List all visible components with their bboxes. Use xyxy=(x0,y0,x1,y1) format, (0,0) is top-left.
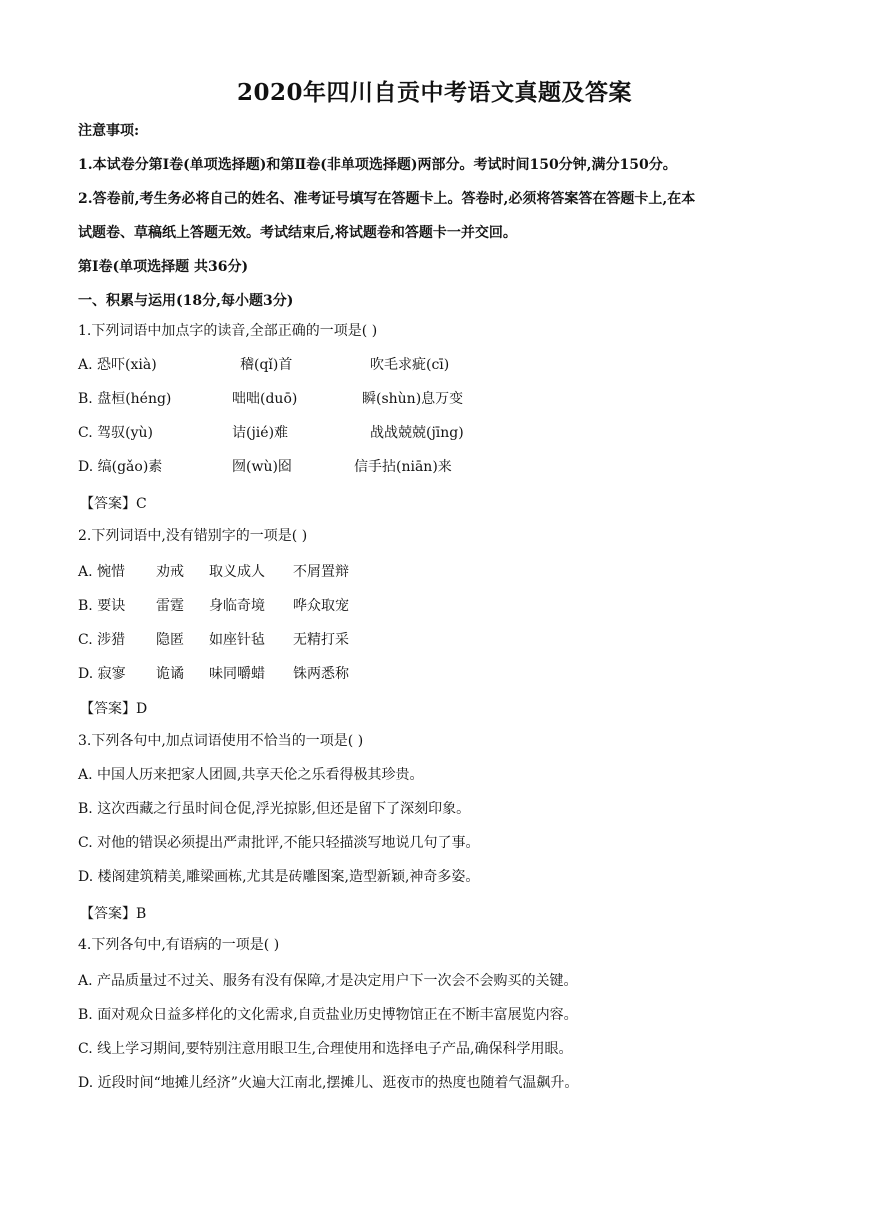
q2-stem: 2.下列词语中,没有错别字的一项是( ) xyxy=(78,528,308,544)
q2-b-col3: 身临奇境 xyxy=(209,598,265,614)
q4-stem: 4.下列各句中,有语病的一项是( ) xyxy=(78,937,280,953)
q1-b-col3: 瞬(shùn)息万变 xyxy=(362,391,464,407)
q3-option-a: A. 中国人历来把家人团圆,共享天伦之乐看得极其珍贵。 xyxy=(78,767,424,783)
q2-d-col4: 铢两悉称 xyxy=(293,666,349,682)
q2-b-col4: 哗众取宠 xyxy=(293,598,349,614)
page-title: 2020年四川自贡中考语文真题及答案 xyxy=(236,79,632,106)
q2-a-col1: A. 惋惜 xyxy=(78,564,126,580)
q1-b-col1: B. 盘桓(héng) xyxy=(78,391,172,407)
q1-d-col3: 信手拈(niān)来 xyxy=(354,459,452,475)
q3-answer: 【答案】B xyxy=(80,906,147,922)
q1-answer: 【答案】C xyxy=(80,496,147,512)
notice-heading: 注意事项: xyxy=(78,123,140,139)
q2-answer: 【答案】D xyxy=(80,701,148,717)
q2-a-col3: 取义成人 xyxy=(209,564,265,580)
q2-d-col2: 诡谲 xyxy=(156,666,184,682)
q2-c-col2: 隐匿 xyxy=(156,632,184,648)
q1-d-col2: 囫(wù)囵 xyxy=(232,459,292,475)
q2-b-col1: B. 要诀 xyxy=(78,598,126,614)
q2-a-col2: 劝戒 xyxy=(156,564,184,580)
q4-option-b: B. 面对观众日益多样化的文化需求,自贡盐业历史博物馆正在不断丰富展览内容。 xyxy=(78,1007,578,1023)
notice-item-1: 1.本试卷分第Ⅰ卷(单项选择题)和第Ⅱ卷(非单项选择题)两部分。考试时间150分钟,满分150分。 xyxy=(78,157,677,173)
part1-heading: 第Ⅰ卷(单项选择题 共36分) xyxy=(78,259,249,275)
q2-d-col3: 味同嚼蜡 xyxy=(209,666,265,682)
q1-stem: 1.下列词语中加点字的读音,全部正确的一项是( ) xyxy=(78,323,378,339)
notice-item-2-line-2: 试题卷、草稿纸上答题无效。考试结束后,将试题卷和答题卡一并交回。 xyxy=(78,225,517,241)
q2-d-col1: D. 寂寥 xyxy=(78,666,126,682)
notice-item-2-line-1: 2.答卷前,考生务必将自己的姓名、准考证号填写在答题卡上。答卷时,必须将答案答在答题卡上,在本 xyxy=(78,191,696,207)
q2-c-col3: 如座针毡 xyxy=(209,632,265,648)
q1-a-col1: A. 恐吓(xià) xyxy=(78,357,157,373)
q1-a-col2: 稽(qǐ)首 xyxy=(240,357,293,373)
q2-c-col4: 无精打采 xyxy=(293,632,349,648)
q4-option-a: A. 产品质量过不过关、服务有没有保障,才是决定用户下一次会不会购买的关键。 xyxy=(78,973,578,989)
q3-option-b: B. 这次西藏之行虽时间仓促,浮光掠影,但还是留下了深刻印象。 xyxy=(78,801,471,817)
q2-b-col2: 雷霆 xyxy=(156,598,184,614)
q3-stem: 3.下列各句中,加点词语使用不恰当的一项是( ) xyxy=(78,733,364,749)
q1-a-col3: 吹毛求疵(cī) xyxy=(370,357,450,373)
section1-heading: 一、积累与运用(18分,每小题3分) xyxy=(78,293,294,309)
q3-option-c: C. 对他的错误必须提出严肃批评,不能只轻描淡写地说几句了事。 xyxy=(78,835,480,851)
q1-c-col2: 诘(jié)难 xyxy=(232,425,289,441)
q1-d-col1: D. 缟(gǎo)素 xyxy=(78,459,163,475)
q1-c-col3: 战战兢兢(jīng) xyxy=(370,425,464,441)
q1-c-col1: C. 驾驭(yù) xyxy=(78,425,153,441)
q1-b-col2: 咄咄(duō) xyxy=(232,391,298,407)
q3-option-d: D. 楼阁建筑精美,雕梁画栋,尤其是砖雕图案,造型新颖,神奇多姿。 xyxy=(78,869,480,885)
q2-a-col4: 不屑置辩 xyxy=(293,564,349,580)
q4-option-d: D. 近段时间“地摊儿经济”火遍大江南北,摆摊儿、逛夜市的热度也随着气温飙升。 xyxy=(78,1075,579,1091)
q4-option-c: C. 线上学习期间,要特别注意用眼卫生,合理使用和选择电子产品,确保科学用眼。 xyxy=(78,1041,573,1057)
q2-c-col1: C. 涉猎 xyxy=(78,632,126,648)
